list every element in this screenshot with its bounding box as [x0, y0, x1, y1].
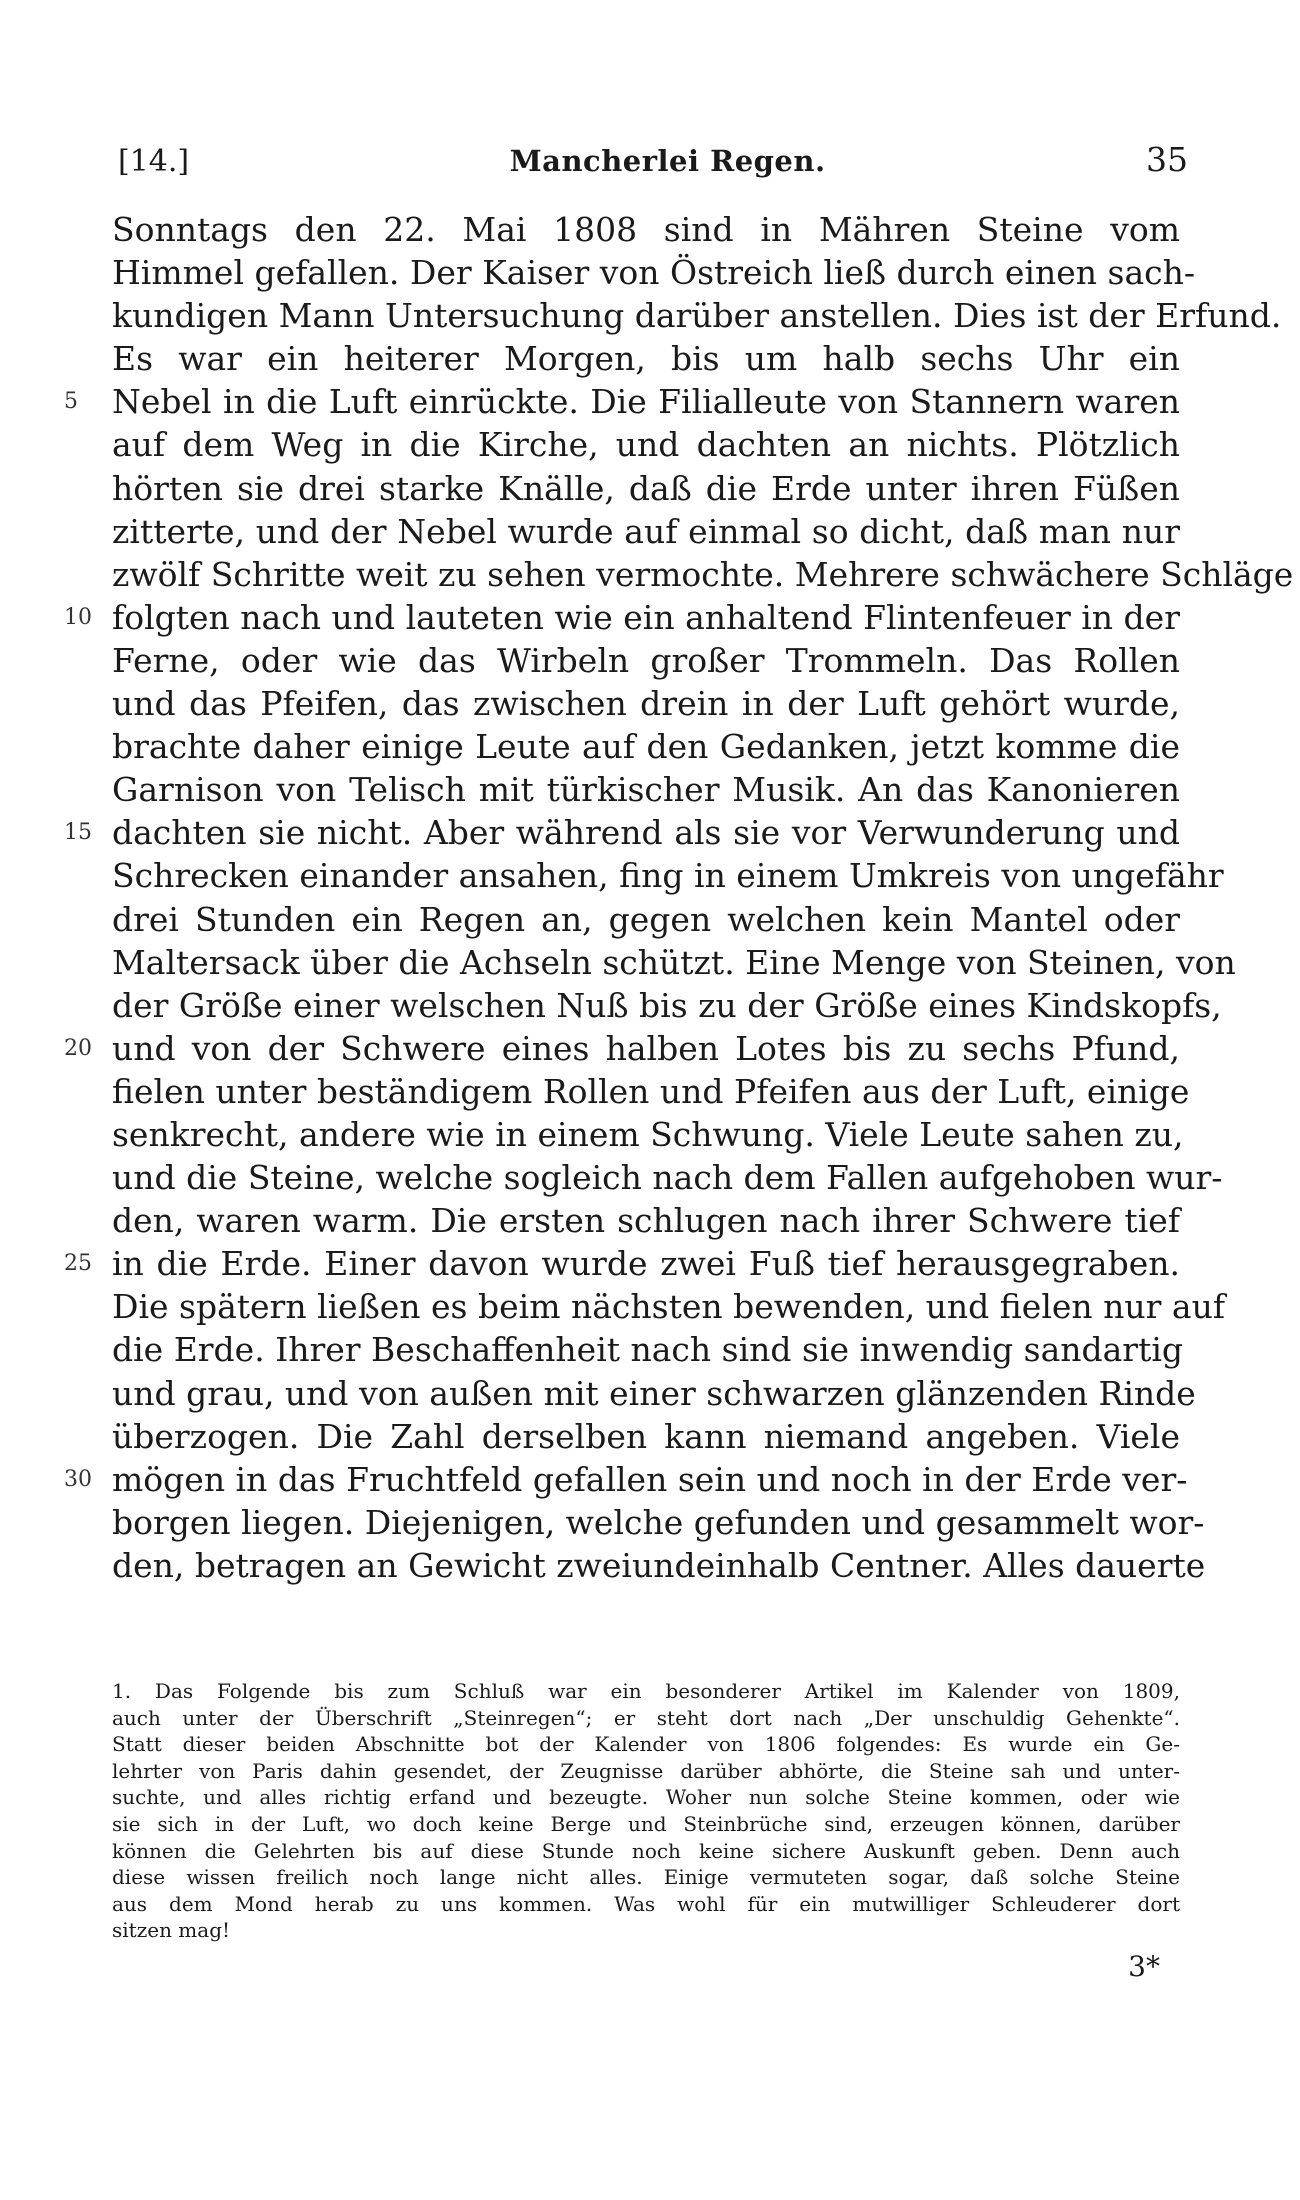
- text-line: [112, 725, 1180, 768]
- footnote-line: aus dem Mond herab zu uns kommen. Was wohl für ein mutwilliger Schleuderer dort: [112, 1891, 1180, 1916]
- footnote-line: 1. Das Folgende bis zum Schluß war ein besonderer Artikel im Kalender von 1809,: [112, 1679, 1180, 1703]
- line-text: Ferne, oder wie das Wirbeln großer Trommeln. Das Rollen: [112, 640, 1180, 680]
- text-line: [112, 898, 1180, 941]
- text-line: [64, 380, 1180, 423]
- line-number: 5: [64, 389, 78, 415]
- footnote-line: Statt dieser beiden Abschnitte bot der Kalender von 1806 folgendes: Es wurde ein Ge-: [112, 1732, 1180, 1757]
- text-line: [112, 682, 1180, 725]
- text-line: [112, 1199, 1180, 1242]
- footnote-line: suchte, und alles richtig erfand und bezeugte. Woher nun solche Steine kommen, oder wie: [112, 1785, 1180, 1810]
- line-text: auf dem Weg in die Kirche, und dachten an nichts. Plötzlich: [112, 425, 1180, 465]
- line-text: zwölf Schritte weit zu sehen vermochte. Mehrere schwächere Schläge: [112, 554, 1294, 594]
- text-line: [112, 1544, 1206, 1587]
- line-text: der Größe einer welschen Nuß bis zu der Größe eines Kindskopfs,: [112, 985, 1222, 1025]
- line-text: Himmel gefallen. Der Kaiser von Östreich ließ durch einen sach-: [112, 253, 1196, 293]
- text-line: [112, 768, 1180, 811]
- text-line: [112, 1372, 1196, 1415]
- text-line: [112, 1070, 1190, 1113]
- text-line: [112, 1501, 1205, 1544]
- line-text: die Erde. Ihrer Beschaffenheit nach sind sie inwendig sandartig: [112, 1330, 1184, 1370]
- text-line: [64, 596, 1180, 639]
- line-text: Es war ein heiterer Morgen, bis um halb sechs Uhr ein: [112, 339, 1180, 379]
- footnote-line: sie sich in der Luft, wo doch keine Berge und Steinbrüche sind, erzeugen können, darüber: [112, 1811, 1180, 1836]
- line-text: überzogen. Die Zahl derselben kann niemand angeben. Viele: [112, 1416, 1180, 1456]
- line-number: 10: [64, 604, 92, 630]
- main-text: [64, 208, 1294, 1587]
- footnote-line: diese wissen freilich noch lange nicht alles. Einige vermuteten sogar, daß solche Steine: [112, 1865, 1180, 1890]
- line-text: hörten sie drei starke Knälle, daß die Erde unter ihren Füßen: [112, 468, 1180, 508]
- text-line: [112, 510, 1180, 553]
- line-text: und grau, und von außen mit einer schwarzen glänzenden Rinde: [112, 1373, 1196, 1413]
- line-text: folgten nach und lauteten wie ein anhaltend Flintenfeuer in der: [112, 597, 1180, 637]
- text-line: [112, 553, 1294, 596]
- line-text: senkrecht, andere wie in einem Schwung. Viele Leute sahen zu,: [112, 1114, 1184, 1154]
- text-line: [112, 1113, 1184, 1156]
- line-number: 25: [64, 1251, 92, 1277]
- line-text: und die Steine, welche sogleich nach dem Fallen aufgehoben wur-: [112, 1158, 1223, 1198]
- footnote-line: auch unter der Überschrift „Steinregen“; er steht dort nach „Der unschuldig Gehenkte“.: [112, 1705, 1180, 1730]
- section-marker: [14.]: [118, 144, 190, 179]
- line-text: den, betragen an Gewicht zweiundeinhalb Centner. Alles dauerte: [112, 1545, 1206, 1585]
- text-line: [64, 1242, 1180, 1285]
- text-line: [112, 1415, 1180, 1458]
- line-text: den, waren warm. Die ersten schlugen nach ihrer Schwere tief: [112, 1201, 1180, 1241]
- line-text: und von der Schwere eines halben Lotes bis zu sechs Pfund,: [112, 1028, 1180, 1068]
- text-line: [112, 941, 1236, 984]
- text-line: [112, 1285, 1226, 1328]
- line-text: und das Pfeifen, das zwischen drein in der Luft gehört wurde,: [112, 684, 1180, 724]
- line-text: borgen liegen. Diejenigen, welche gefunden und gesammelt wor-: [112, 1502, 1205, 1542]
- line-number: 30: [64, 1466, 92, 1492]
- line-text: in die Erde. Einer davon wurde zwei Fuß tief herausgegraben.: [112, 1244, 1180, 1284]
- sheet-signature: 3*: [1128, 1950, 1160, 1983]
- text-line: [112, 1156, 1223, 1199]
- footnote-line: können die Gelehrten bis auf diese Stunde noch keine sichere Auskunft geben. Denn auch: [112, 1838, 1180, 1863]
- line-text: Sonntags den 22. Mai 1808 sind in Mähren Steine vom: [112, 210, 1180, 249]
- text-line: [112, 251, 1196, 294]
- line-text: zitterte, und der Nebel wurde auf einmal so dicht, daß man nur: [112, 511, 1180, 551]
- text-line: [112, 984, 1222, 1027]
- line-number: 20: [64, 1035, 92, 1061]
- text-line: [64, 1458, 1188, 1501]
- line-text: brachte daher einige Leute auf den Gedanken, jetzt komme die: [112, 727, 1180, 767]
- text-line: [112, 208, 1180, 251]
- text-line: [64, 1027, 1180, 1070]
- footnote: [112, 1678, 1180, 1944]
- line-text: dachten sie nicht. Aber während als sie vor Verwunderung und: [112, 813, 1180, 853]
- footnote-line: lehrter von Paris dahin gesendet, der Zeugnisse darüber abhörte, die Steine sah und unter-: [112, 1758, 1180, 1783]
- text-line: [112, 854, 1224, 897]
- running-title: Mancherlei Regen.: [509, 144, 826, 178]
- line-text: Schrecken einander ansahen, fing in einem Umkreis von ungefähr: [112, 856, 1224, 896]
- line-text: Nebel in die Luft einrückte. Die Filialleute von Stannern waren: [112, 382, 1180, 422]
- line-text: Garnison von Telisch mit türkischer Musik. An das Kanonieren: [112, 770, 1180, 810]
- line-text: Die spätern ließen es beim nächsten bewenden, und fielen nur auf: [112, 1287, 1226, 1327]
- text-line: [112, 639, 1180, 682]
- line-number: 15: [64, 820, 92, 846]
- text-line: [64, 811, 1180, 854]
- page-number: 35: [1146, 140, 1188, 179]
- line-text: fielen unter beständigem Rollen und Pfeifen aus der Luft, einige: [112, 1071, 1190, 1111]
- text-line: [112, 423, 1180, 466]
- footnote-line: sitzen mag!: [112, 1918, 231, 1943]
- line-text: drei Stunden ein Regen an, gegen welchen kein Mantel oder: [112, 899, 1180, 939]
- text-line: [112, 1328, 1184, 1371]
- text-line: [112, 467, 1180, 510]
- text-line: [112, 294, 1282, 337]
- line-text: kundigen Mann Untersuchung darüber anstellen. Dies ist der Erfund.: [112, 296, 1282, 336]
- line-text: Maltersack über die Achseln schützt. Eine Menge von Steinen, von: [112, 942, 1236, 982]
- text-line: [112, 337, 1180, 380]
- running-header: [118, 140, 1188, 184]
- line-text: mögen in das Fruchtfeld gefallen sein und noch in der Erde ver-: [112, 1459, 1188, 1499]
